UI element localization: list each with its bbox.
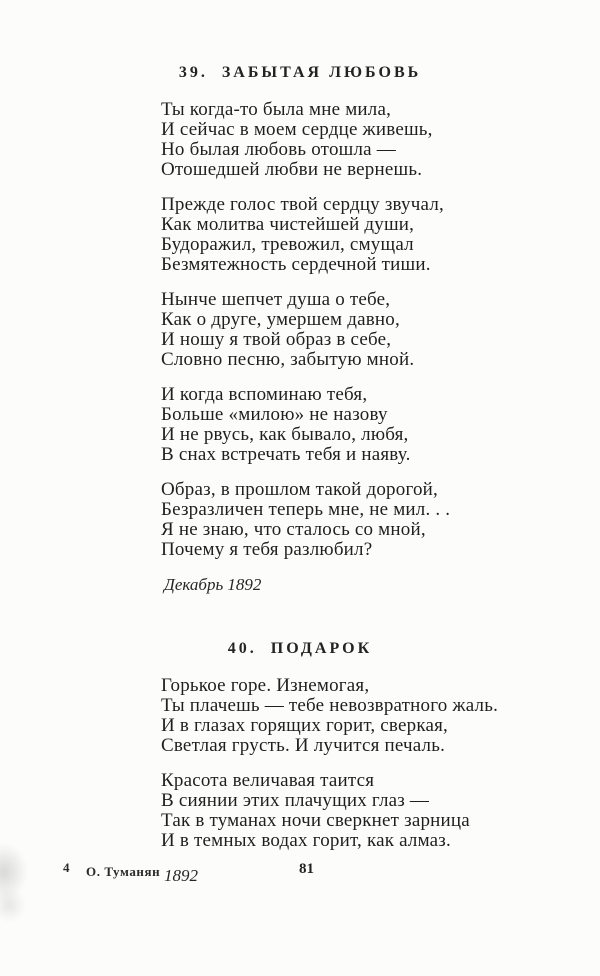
stanza	[161, 771, 600, 851]
poem-date: Декабрь 1892	[164, 575, 262, 594]
poem-line: Отошедшей любви не вернешь.	[161, 159, 423, 180]
poem-line: И в глазах горящих горит, сверкая,	[161, 715, 448, 736]
poem-title: 40. ПОДАРОК	[227, 640, 373, 657]
stanza	[161, 100, 600, 180]
page-footer	[0, 860, 600, 882]
poem-line: Как молитва чистейшей души,	[161, 214, 415, 235]
poem-line: Так в туманах ночи сверкнет зарница	[161, 810, 470, 831]
poem-line: Безмятежность сердечной тиши.	[161, 254, 431, 275]
poem-line: Горькое горе. Изнемогая,	[161, 675, 370, 696]
poem-line: И когда вспоминаю тебя,	[161, 384, 368, 405]
stanza	[161, 480, 600, 560]
signature-mark: 4	[63, 860, 70, 875]
poem-line: Я не знаю, что сталось со мной,	[161, 519, 426, 540]
poem-date: 1892	[164, 866, 198, 885]
scan-smudge-artifact	[0, 888, 26, 922]
poem-line: И сейчас в моем сердце живешь,	[161, 119, 433, 140]
poem-title: 39. ЗАБЫТАЯ ЛЮБОВЬ	[178, 64, 422, 81]
poem-line: Ты плачешь — тебе невозвратного жаль.	[161, 695, 499, 716]
stanza	[161, 676, 600, 756]
poem-line: Словно песню, забытую мной.	[161, 349, 415, 370]
poem-line: Красота величавая таится	[161, 770, 375, 791]
poem-line: Больше «милою» не назову	[161, 404, 388, 425]
poem-line: И в темных водах горит, как алмаз.	[161, 830, 451, 851]
running-author: О. Туманян	[86, 864, 161, 879]
poem-line: Почему я тебя разлюбил?	[161, 539, 373, 560]
poem-line: Светлая грусть. И лучится печаль.	[161, 735, 446, 756]
stanza	[161, 290, 600, 370]
poem-line: Прежде голос твой сердцу звучал,	[161, 194, 444, 215]
poem-line: И ношу я твой образ в себе,	[161, 329, 392, 350]
poem-line: В сиянии этих плачущих глаз —	[161, 790, 430, 811]
poem-line: В снах встречать тебя и наяву.	[161, 444, 411, 465]
poem-body	[161, 676, 600, 886]
poem-40	[0, 638, 600, 886]
poem-line: Образ, в прошлом такой дорогой,	[161, 479, 438, 500]
poem-39	[0, 62, 600, 595]
page-number: 81	[299, 861, 314, 877]
poem-line: Будоражил, тревожил, смущал	[161, 234, 414, 255]
poem-line: Нынче шепчет душа о тебе,	[161, 289, 391, 310]
poem-line: Как о друге, умершем давно,	[161, 309, 400, 330]
stanza	[161, 385, 600, 465]
poem-line: Но былая любовь отошла —	[161, 139, 396, 160]
stanza	[161, 195, 600, 275]
poem-line: Ты когда-то была мне мила,	[161, 99, 392, 120]
poem-line: И не рвусь, как бывало, любя,	[161, 424, 409, 445]
poem-body	[161, 100, 600, 595]
poem-line: Безразличен теперь мне, не мил. . .	[161, 499, 451, 520]
